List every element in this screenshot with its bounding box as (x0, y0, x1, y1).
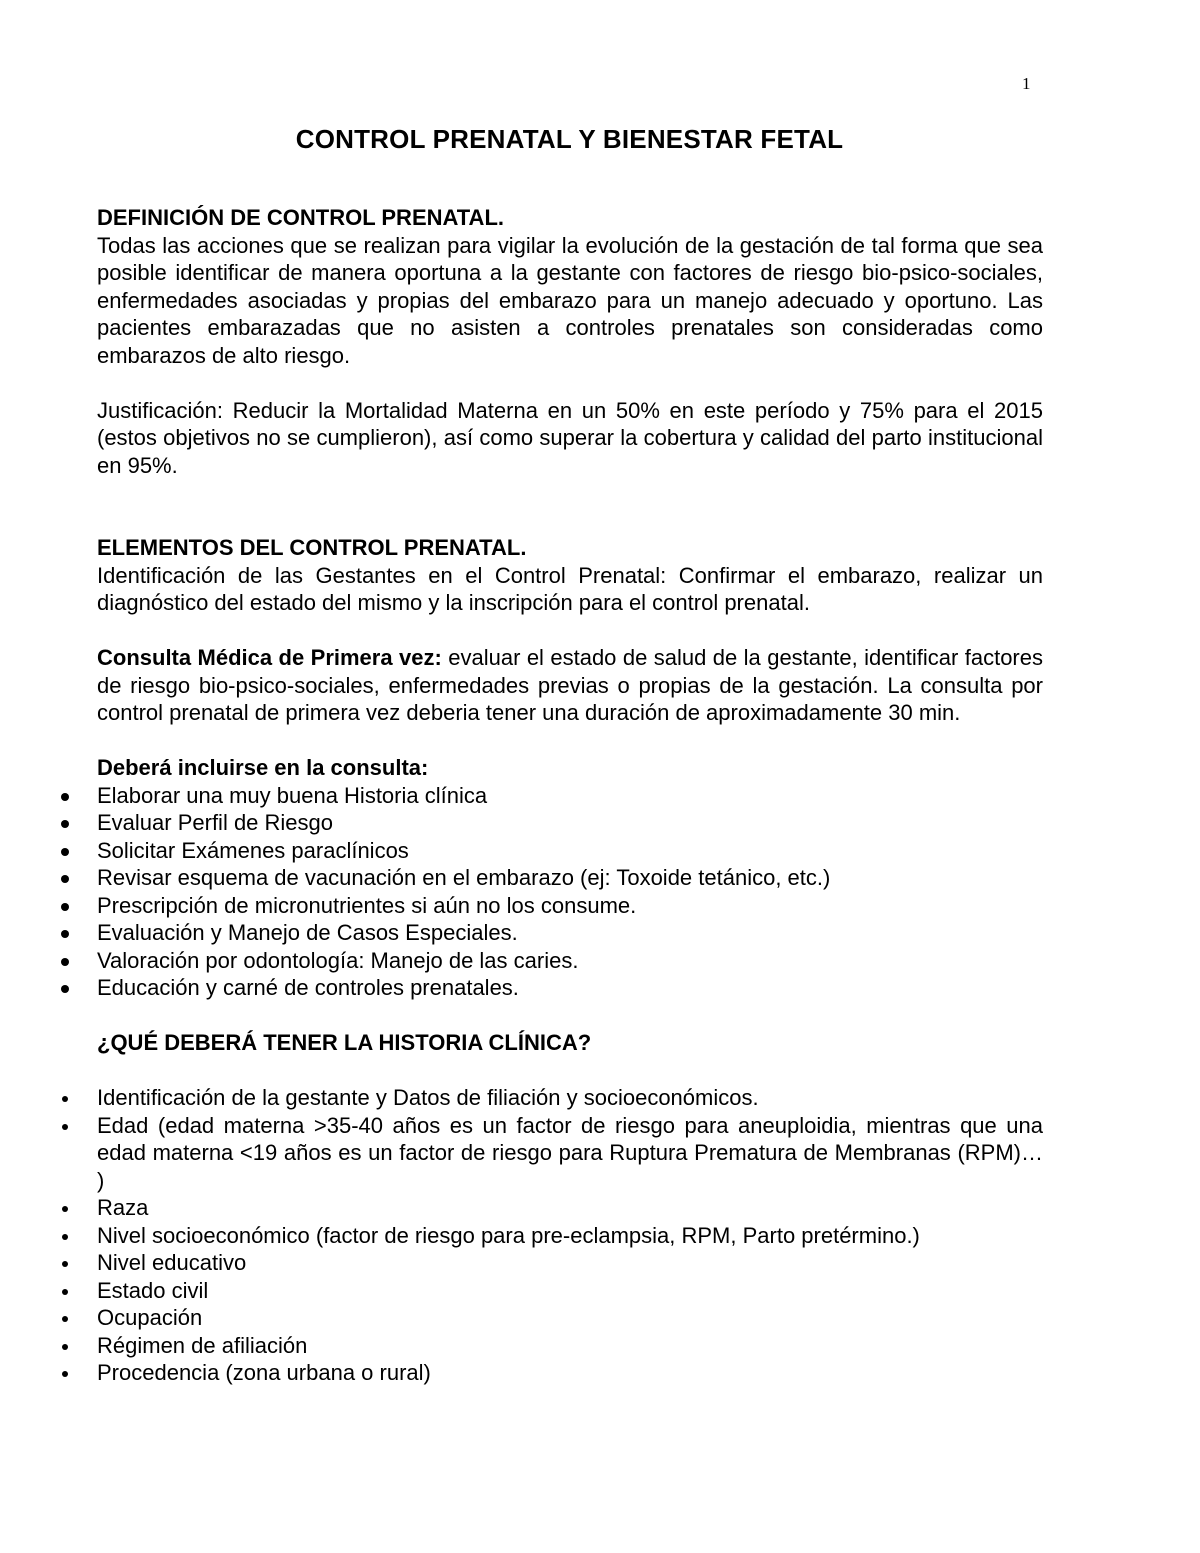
bullet-icon (62, 1234, 68, 1240)
list-item: Régimen de afiliación (97, 1332, 1043, 1360)
bullet-icon (62, 1344, 68, 1350)
bullet-icon (61, 793, 69, 801)
bullet-icon (62, 1371, 68, 1377)
consulta-list (97, 782, 1043, 1002)
bullet-icon (61, 958, 69, 966)
bullet-icon (61, 820, 69, 828)
identification-paragraph: Identificación de las Gestantes en el Control Prenatal: Confirmar el embarazo, realizar un diagnóstico del estado del mismo y la inscripción para el control prenatal. (97, 562, 1043, 615)
list-item: Ocupación (97, 1304, 1043, 1332)
justification-paragraph: Justificación: Reducir la Mortalidad Materna en un 50% en este período y 75% para el 2015 (estos objetivos no se cumplieron), así como superar la cobertura y calidad del parto institucional en 95%. (97, 397, 1043, 478)
list-item: Elaborar una muy buena Historia clínica (97, 782, 1043, 810)
bullet-icon (61, 930, 69, 938)
bullet-icon (61, 875, 69, 883)
bullet-icon (61, 903, 69, 911)
list-item: Valoración por odontología: Manejo de las caries. (97, 947, 1043, 975)
document-title: CONTROL PRENATAL Y BIENESTAR FETAL (295, 124, 844, 154)
list-item: Raza (97, 1194, 1043, 1222)
bullet-icon (62, 1096, 68, 1102)
list-item: Estado civil (97, 1277, 1043, 1305)
list-item: Prescripción de micronutrientes si aún no los consume. (97, 892, 1043, 920)
consulta-text: evaluar el estado de salud de la gestante, identificar factores de riesgo bio-psico-sociales, enfermedades previas o propias de la gestación. La consulta por control prenatal de primera vez deberia tener una duración de aproximadamente 30 min. (97, 645, 1043, 725)
document-body (97, 204, 1043, 1387)
bullet-icon (61, 848, 69, 856)
bullet-icon (62, 1289, 68, 1295)
list-heading-consulta: Deberá incluirse en la consulta: (97, 755, 429, 780)
definition-paragraph: Todas las acciones que se realizan para vigilar la evolución de la gestación de tal forma que sea posible identificar de manera oportuna a la gestante con factores de riesgo bio-psico-sociales, enfermedades asociadas y propias del embarazo para un manejo adecuado y oportuno. Las pacientes embarazadas que no asisten a controles prenatales son consideradas como embarazos de alto riesgo. (97, 232, 1043, 368)
list-item: Procedencia (zona urbana o rural) (97, 1359, 1043, 1387)
bullet-icon (62, 1316, 68, 1322)
consulta-label: Consulta Médica de Primera vez: (97, 645, 442, 670)
section-heading-definicion: DEFINICIÓN DE CONTROL PRENATAL. (97, 205, 504, 230)
list-item: Educación y carné de controles prenatales. (97, 974, 1043, 1002)
list-item: Evaluación y Manejo de Casos Especiales. (97, 919, 1043, 947)
historia-list (97, 1084, 1043, 1387)
list-item: Evaluar Perfil de Riesgo (97, 809, 1043, 837)
bullet-icon (61, 985, 69, 993)
consulta-paragraph (97, 644, 1043, 727)
list-item: Solicitar Exámenes paraclínicos (97, 837, 1043, 865)
list-item: Edad (edad materna >35-40 años es un factor de riesgo para aneuploidia, mientras que una edad materna <19 años es un factor de riesgo para Ruptura Prematura de Membranas (RPM)… ) (97, 1112, 1043, 1195)
list-item: Nivel educativo (97, 1249, 1043, 1277)
bullet-icon (62, 1261, 68, 1267)
section-heading-elementos: ELEMENTOS DEL CONTROL PRENATAL. (97, 535, 527, 560)
list-item: Identificación de la gestante y Datos de filiación y socioeconómicos. (97, 1084, 1043, 1112)
bullet-icon (62, 1206, 68, 1212)
page-number: 1 (1022, 74, 1031, 93)
list-item: Revisar esquema de vacunación en el embarazo (ej: Toxoide tetánico, etc.) (97, 864, 1043, 892)
bullet-icon (62, 1124, 68, 1130)
section-heading-historia: ¿QUÉ DEBERÁ TENER LA HISTORIA CLÍNICA? (97, 1030, 592, 1055)
list-item: Nivel socioeconómico (factor de riesgo para pre-eclampsia, RPM, Parto pretérmino.) (97, 1222, 1043, 1250)
